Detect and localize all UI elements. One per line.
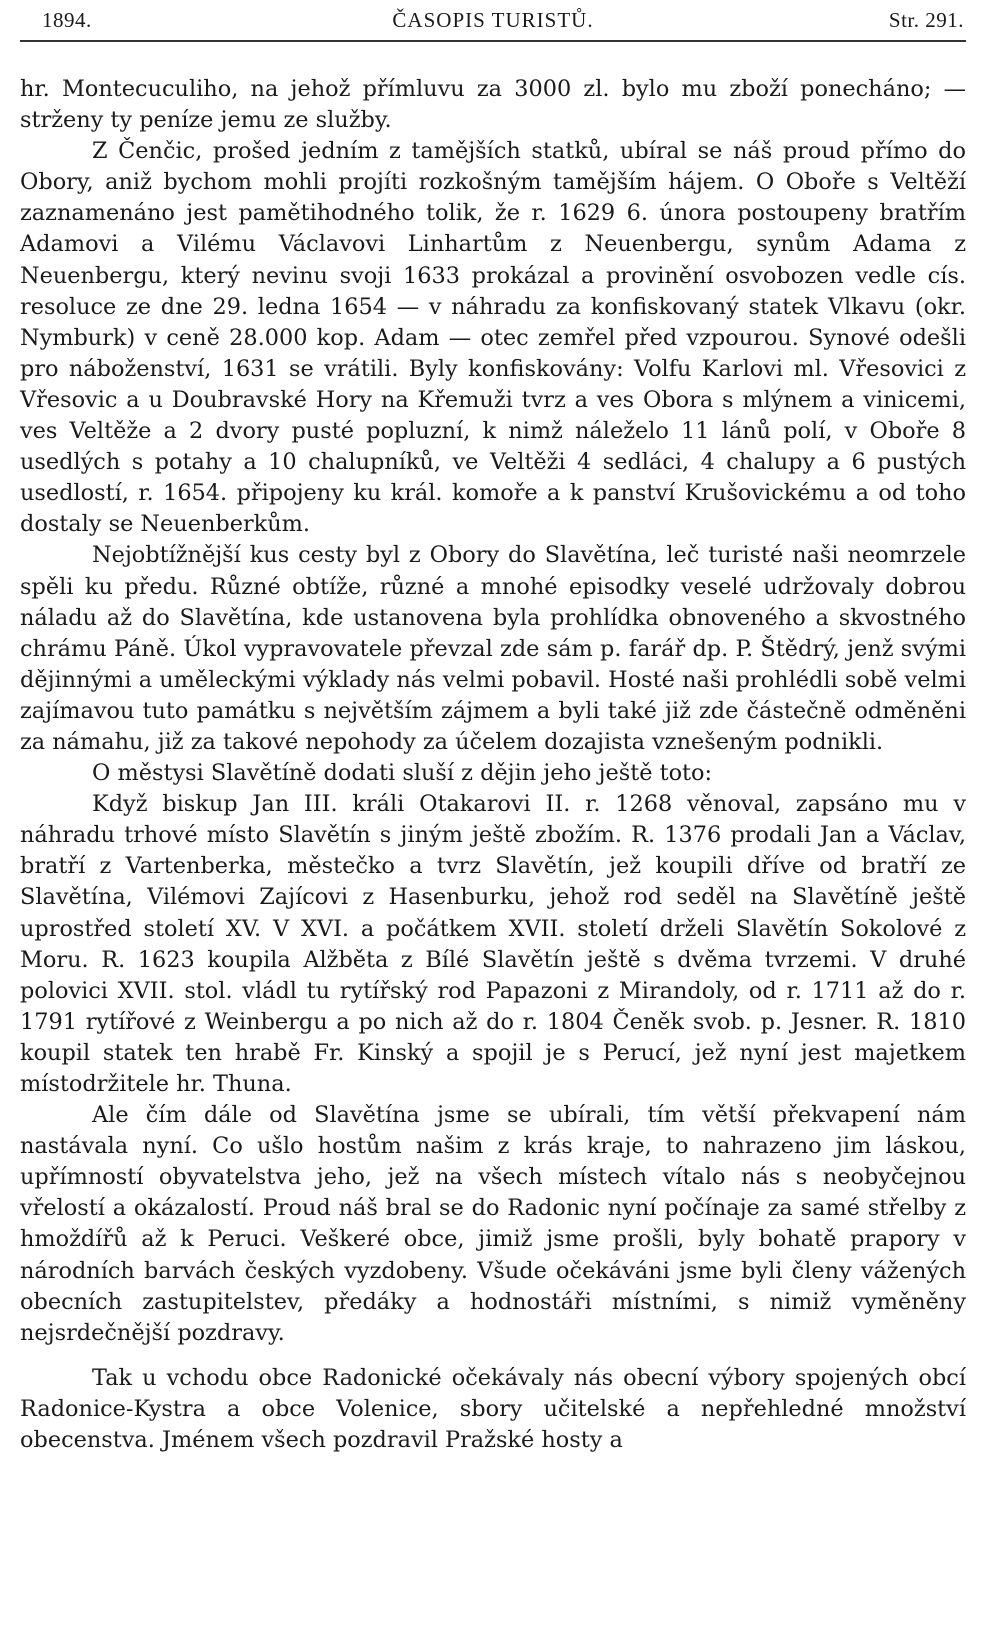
header-year: 1894.: [42, 8, 92, 32]
paragraph: Ale čím dále od Slavětína jsme se ubírali, tím větší překvapení nám nastávala nyní. Co ušlo hostům našim z krás kraje, to nahrazeno jim láskou, upřímností obyvatelstva jeho, jež na všech místech vítalo nás s neobyčejnou vřelostí a okázalostí. Proud náš bral se do Radonic nyní počínaje za samé střelby z hmoždířů až k Peruci. Veškeré obce, jimiž jsme prošli, byly bohatě prapory v národních barvách českých vyzdobeny. Všude očekáváni jsme byli členy vážených obecních zastupitelstev, předáky a hodnostáři místními, s nimiž vyměněny nejsrdečnější pozdravy.: [20, 1102, 966, 1346]
paragraph: Nejobtížnější kus cesty byl z Obory do Slavětína, leč turisté naši neomrzele spěli ku předu. Různé obtíže, různé a mnohé episodky veselé udržovaly dobrou náladu až do Slavětína, kde ustanovena byla prohlídka obnoveného a skvostného chrámu Páně. Úkol vypravovatele převzal zde sám p. farář dp. P. Štědrý, jenž svými dějinnými a uměleckými výklady nás velmi pobavil. Hosté naši prohlédli sobě velmi zajímavou tuto památku s největším zájmem a byli také již zde částečně odměněni za námahu, již za takové nepohody za účelem dozajista vznešeným podnikli.: [20, 542, 966, 755]
page-number: Str. 291.: [888, 8, 964, 32]
paragraph: O městysi Slavětíně dodati sluší z dějin jeho ještě toto:: [92, 760, 713, 787]
paragraph: Z Čenčic, prošed jedním z tamějších statků, ubíral se náš proud přímo do Obory, aniž bychom mohli projíti rozkošným tamějším hájem. O Oboře s Veltěží zaznamenáno jest pamětihodného tolik, že r. 1629 6. února postoupeny bratřím Adamovi a Vilému Václavovi Linhartům z Neuenbergu, synům Adama z Neuenbergu, který nevinu svoji 1633 prokázal a provinění osvobozen vedle cís. resoluce ze dne 29. ledna 1654 — v náhradu za konfiskovaný statek Vlkavu (okr. Nymburk) v ceně 28.000 kop. Adam — otec zemřel před vzpourou. Synové odešli pro náboženství, 1631 se vrátili. Byly konfiskovány: Volfu Karlovi ml. Vřesovici z Vřesovic a u Doubravské Hory na Křemuži tvrz a ves Obora s mlýnem a vinicemi, ves Veltěže a 2 dvory pusté popluzní, k nimž náleželo 11 lánů polí, v Oboře 8 usedlých s potahy a 10 chalupníků, ve Veltěži 4 sedláci, 4 chalupy a 6 pustých usedlostí, r. 1654. připojeny ku král. komoře a k panství Krušovickému a od toho dostaly se Neuenberkům.: [20, 138, 966, 538]
paragraph: Když biskup Jan III. králi Otakarovi II. r. 1268 věnoval, zapsáno mu v náhradu trhové místo Slavětín s jiným ještě zbožím. R. 1376 prodali Jan a Václav, bratří z Vartenberka, městečko a tvrz Slavětín, jež koupili dříve od bratří ze Slavětína, Vilémovi Zajícovi z Hasenburku, jehož rod seděl na Slavětíně ještě uprostřed století XV. V XVI. a počátkem XVII. století drželi Slavětín Sokolové z Moru. R. 1623 koupila Alžběta z Bílé Slavětín ještě s dvěma tvrzemi. V druhé polovici XVII. stol. vládl tu rytířský rod Papazoni z Mirandoly, od r. 1711 až do r. 1791 rytířové z Weinbergu a po nich až do r. 1804 Čeněk svob. p. Jesner. R. 1810 koupil statek ten hrabě Fr. Kinský a spojil je s Perucí, jež nyní jest majetkem místodržitele hr. Thuna.: [20, 791, 966, 1097]
journal-title: ČASOPIS TURISTŮ.: [392, 8, 594, 32]
header-rule: [20, 40, 966, 42]
article-body: [20, 74, 966, 1456]
paragraph: Tak u vchodu obce Radonické očekávaly nás obecní výbory spojených obcí Radonice-Kystra a obce Volenice, sbory učitelské a nepřehledné množství obecenstva. Jménem všech pozdravil Pražské hosty a: [20, 1364, 966, 1454]
paragraph: hr. Montecuculiho, na jehož přímluvu za 3000 zl. bylo mu zboží ponecháno; — strženy ty peníze jemu ze služby.: [20, 76, 966, 134]
running-header: [20, 4, 966, 38]
